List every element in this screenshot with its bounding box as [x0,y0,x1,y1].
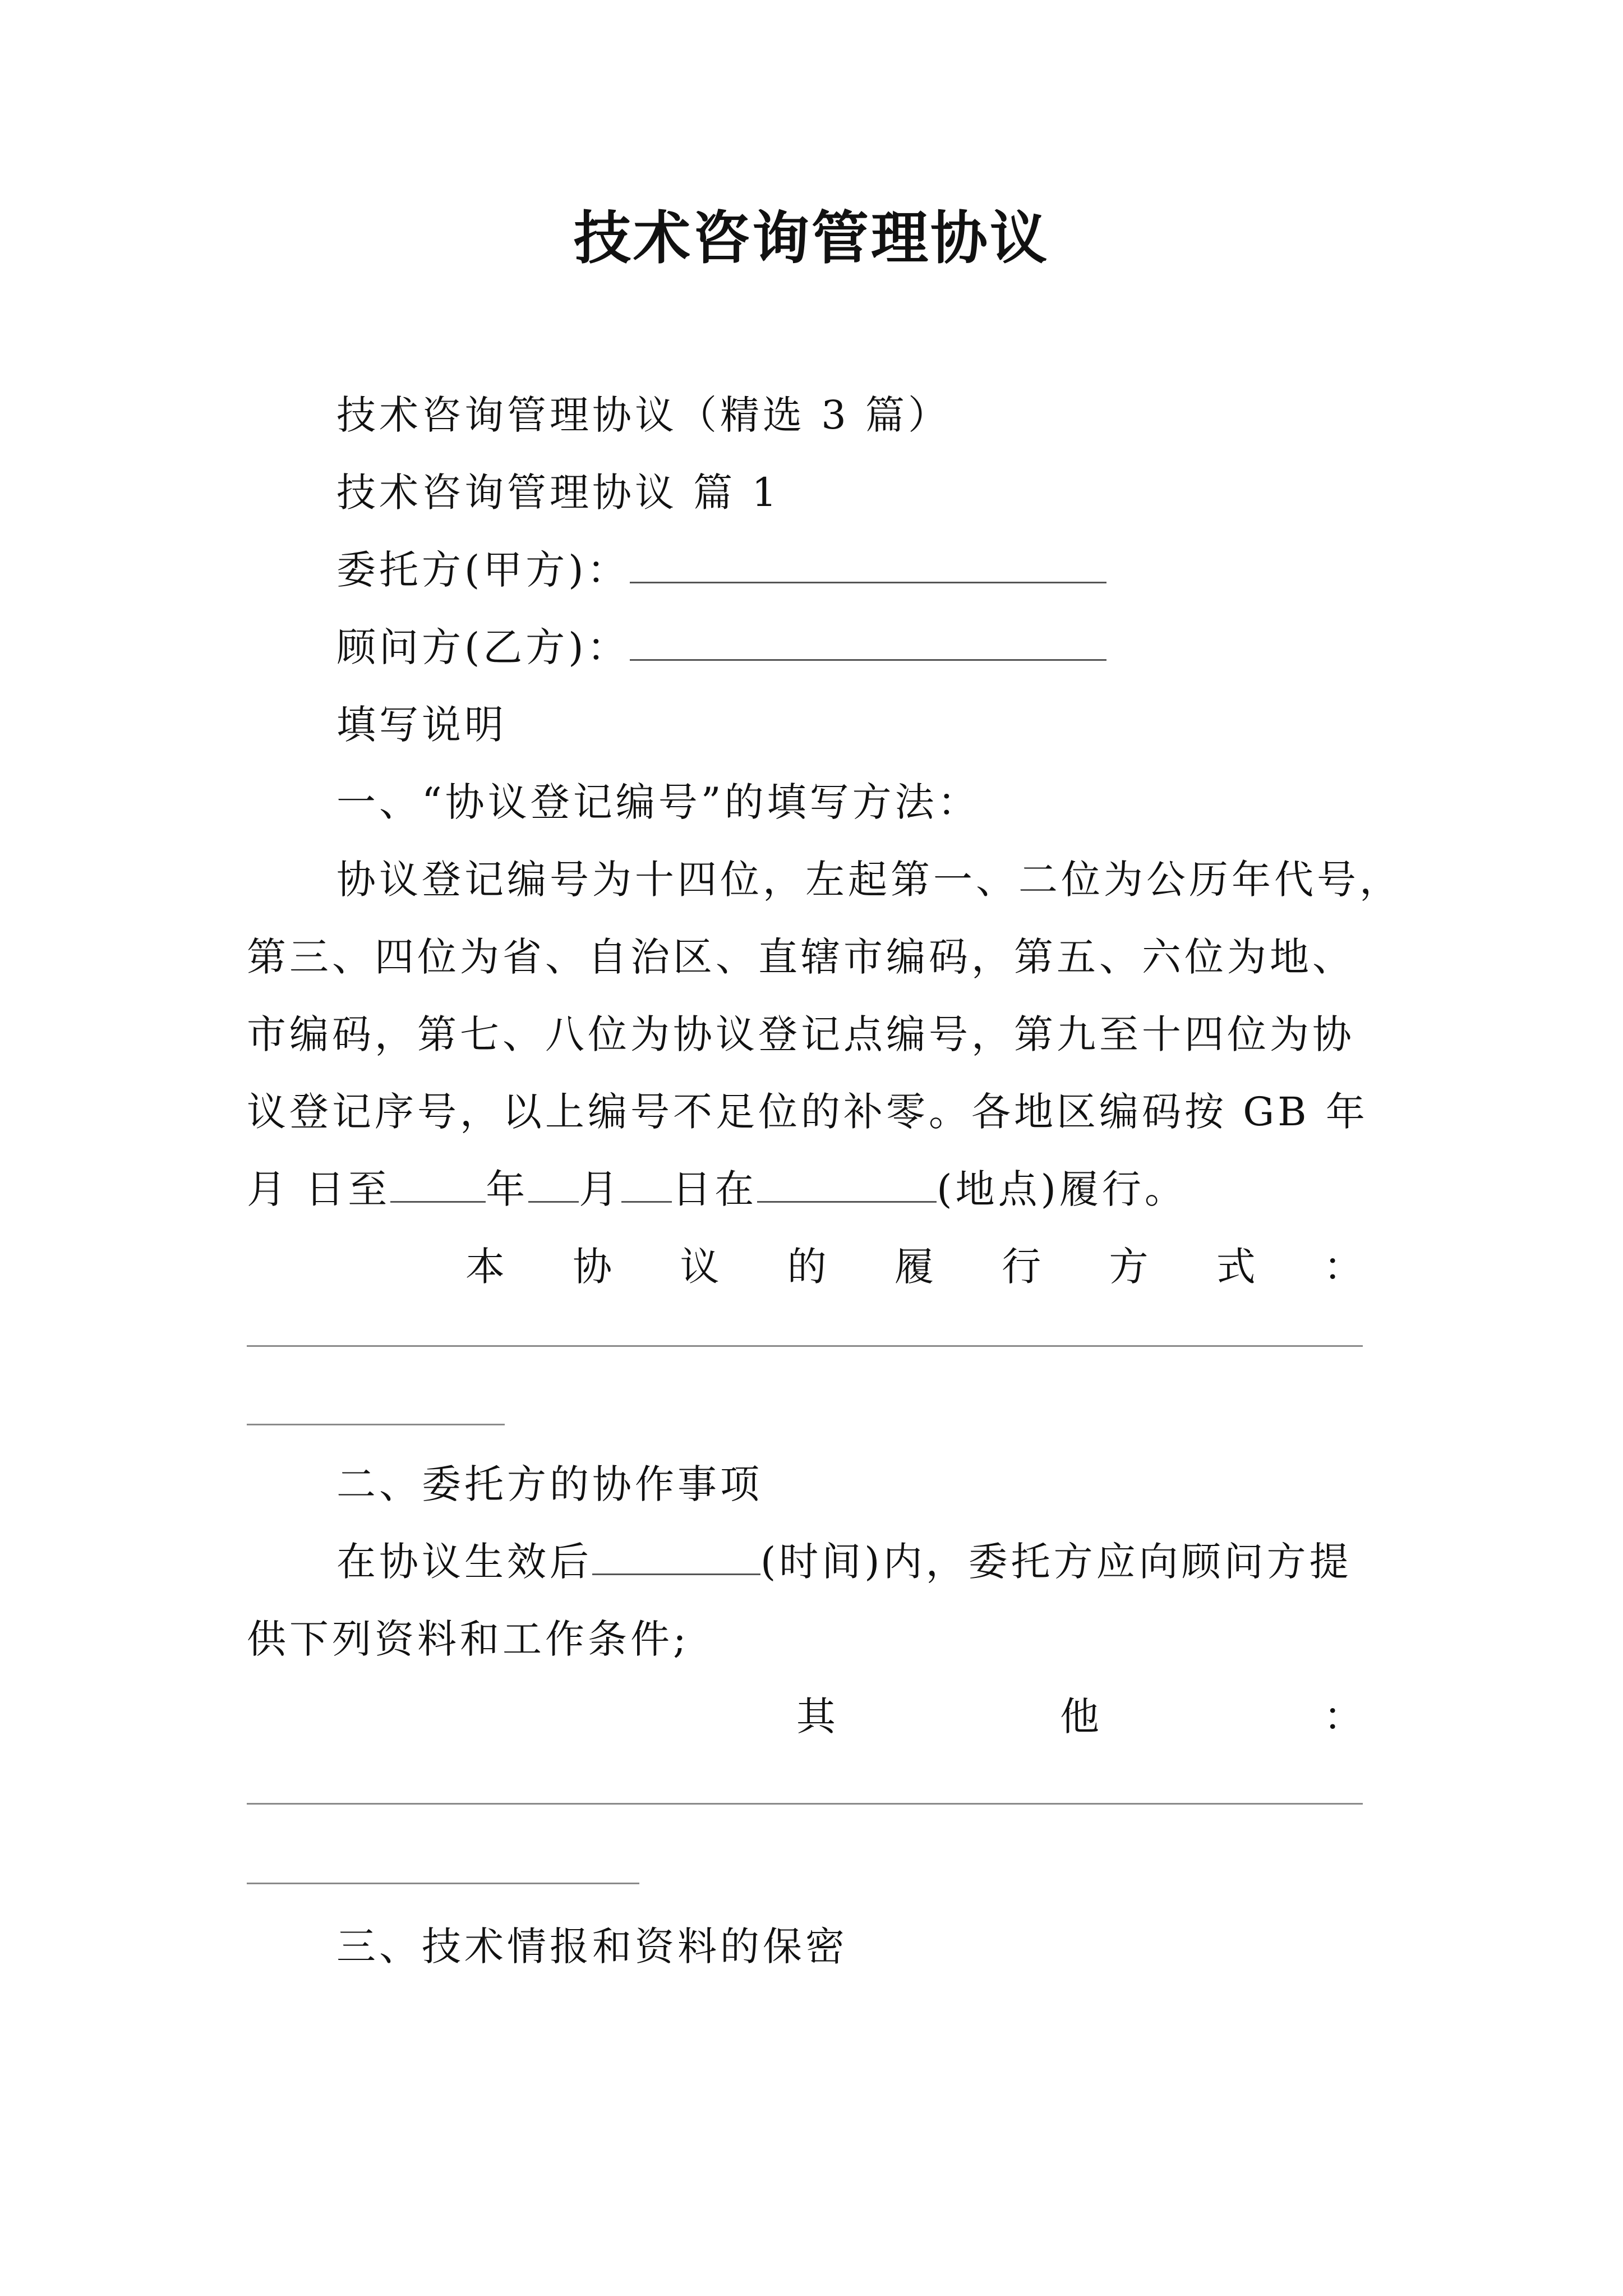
item3-heading: 三、技术情报和资料的保密 [336,1924,848,1970]
time-blank [592,1534,760,1575]
label-char: 协 [573,1244,612,1290]
fill-in-line [247,1883,639,1884]
item1-paragraph-line: 议登记序号，以上编号不足位的补零。各地区编码按 GB 年 [247,1089,1368,1135]
item2-heading: 二、委托方的协作事项 [336,1461,763,1507]
day-text: 日在 [672,1166,758,1212]
label-char: 的 [787,1244,827,1290]
party-a-label: 委托方(甲方)： [336,547,630,593]
label-char: 方 [1109,1244,1149,1290]
item1-paragraph-line: 第三、四位为省、自治区、直辖市编码，第五、六位为地、 [247,934,1355,980]
label-char: 行 [1002,1244,1041,1290]
item1-paragraph-line: 协议登记编号为十四位，左起第一、二位为公历年代号， [336,857,1402,903]
month-blank [528,1162,579,1203]
fill-in-line [247,1803,1363,1805]
document-title: 技术咨询管理协议 [574,205,1049,272]
provide-text: (时间)内，委托方应向顾问方提 [760,1539,1352,1585]
label-char: 式 [1216,1244,1256,1290]
item1-heading: 一、“协议登记编号”的填写方法： [336,779,980,825]
label-char: 其 [796,1694,836,1740]
month-text: 月 [579,1166,622,1212]
item1-paragraph-line [247,1161,1391,1217]
date-text: 月 日至 [247,1166,391,1212]
other-label [796,1688,1363,1745]
location-text: (地点)履行。 [937,1166,1187,1212]
performance-method-label [465,1239,1363,1295]
label-char: ： [1324,1694,1363,1740]
fill-in-line [247,1424,505,1425]
label-char: 他 [1060,1694,1099,1740]
label-char: 议 [680,1244,720,1290]
party-b-line [336,619,1391,675]
section-heading: 技术咨询管理协议 篇 1 [336,470,781,516]
day-blank [621,1162,672,1203]
party-b-label: 顾问方(乙方)： [336,624,630,670]
party-a-blank [630,542,1106,583]
label-char: 履 [895,1244,934,1290]
item1-paragraph-line: 市编码，第七、八位为协议登记点编号，第九至十四位为协 [247,1011,1355,1057]
year-text: 年 [486,1166,529,1212]
party-b-blank [630,620,1106,661]
year-blank [390,1162,486,1203]
effective-text: 在协议生效后 [336,1539,592,1585]
party-a-line [336,542,1391,598]
label-char: ： [1324,1244,1363,1290]
item2-paragraph-line [336,1534,1391,1590]
instructions-heading: 填写说明 [336,702,507,748]
location-blank [757,1162,937,1203]
fill-in-line [247,1345,1363,1347]
document-subtitle: 技术咨询管理协议（精选 3 篇） [336,392,951,438]
label-char: 本 [465,1244,505,1290]
item2-paragraph-line: 供下列资料和工作条件; [247,1616,690,1662]
